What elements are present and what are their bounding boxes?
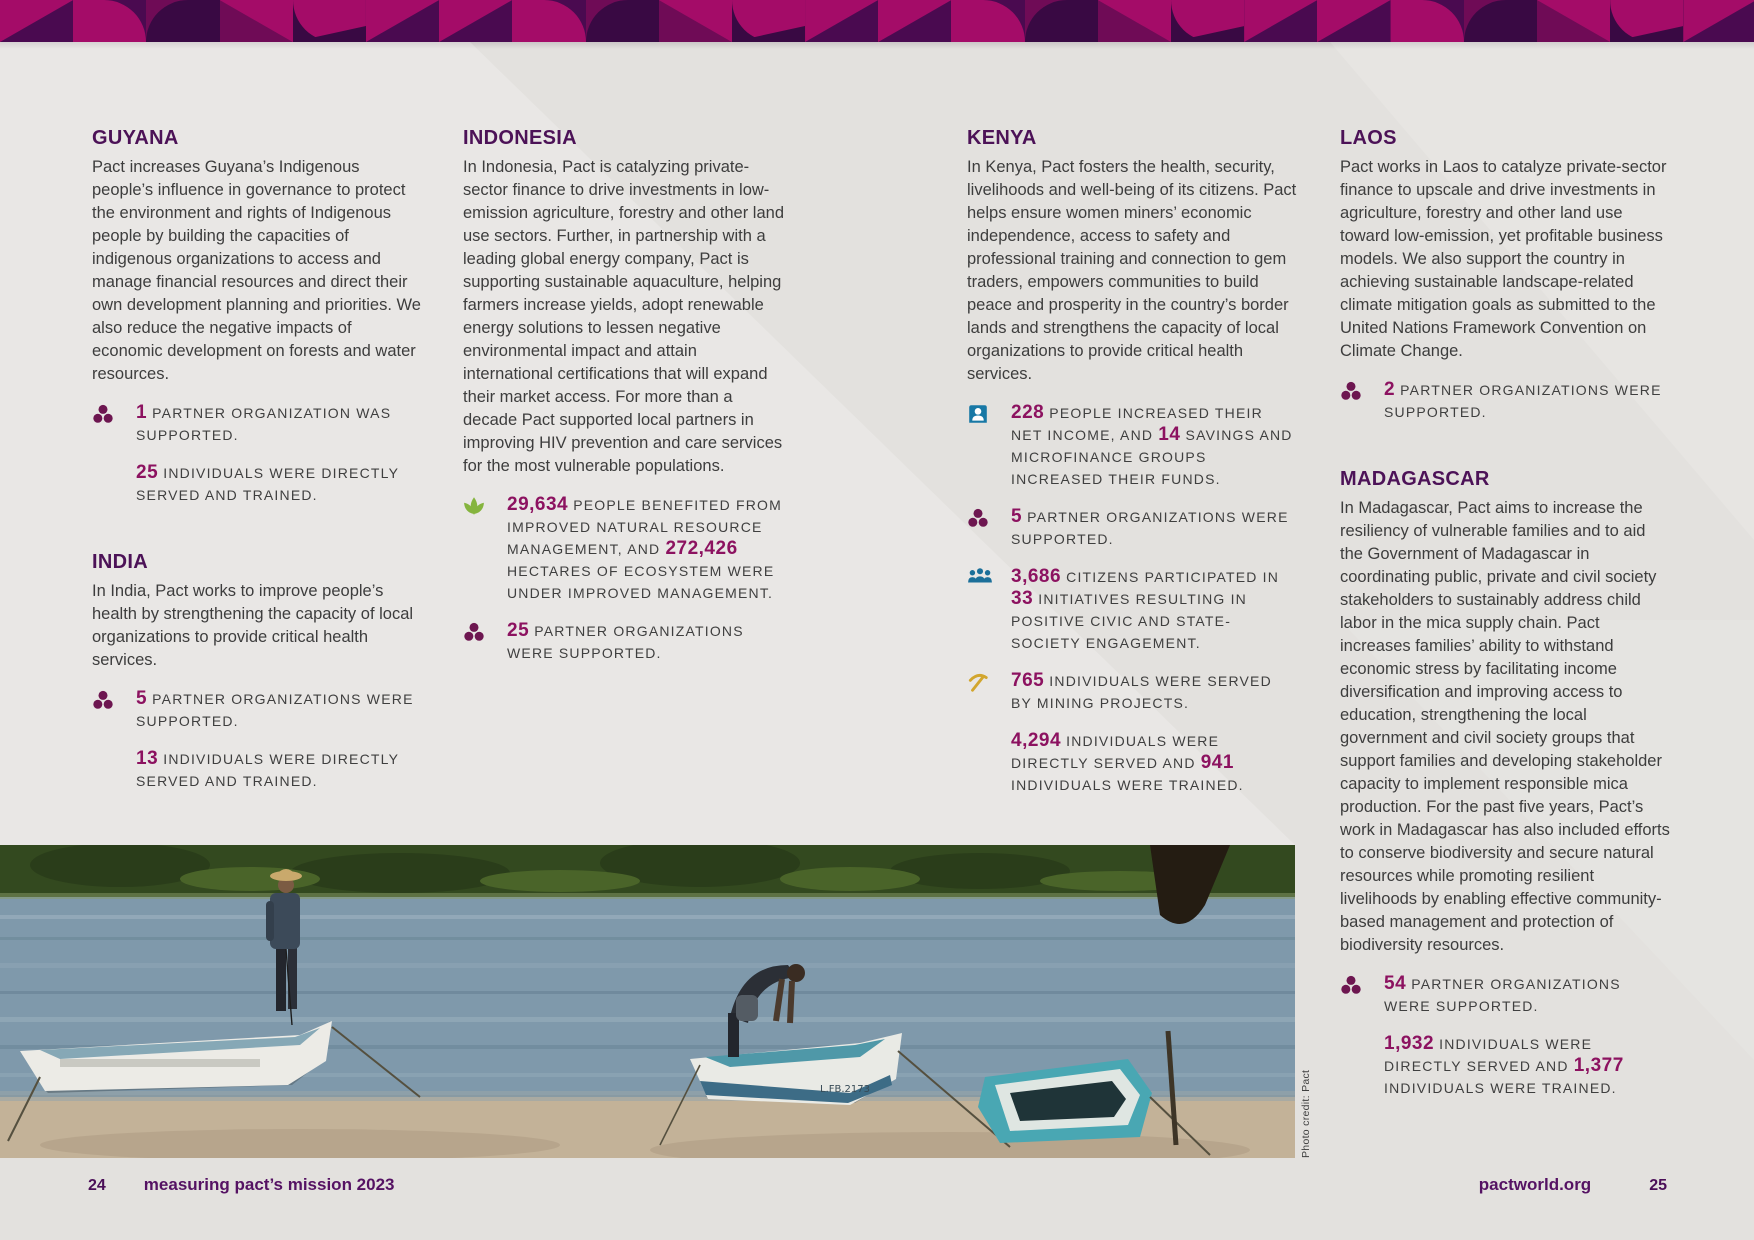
stat-phrase: INDIVIDUALS WERE TRAINED. — [1384, 1080, 1617, 1096]
stat-text — [1011, 566, 1297, 654]
stat-number: 25 — [507, 620, 530, 641]
column-guyana-india — [92, 126, 422, 792]
country-section — [92, 126, 422, 506]
country-description: Pact works in Laos to catalyze private-sector finance to upscale and drive investments in agriculture, forestry and other land use toward low-emission, yet profitable business models. We also support the country in achieving sustainable landscape-related climate mitigation goals as submitted to the United Nations Framework Convention on Climate Change. — [1340, 158, 1667, 360]
citizens-icon — [967, 566, 993, 654]
header-pattern-tile — [1464, 0, 1537, 42]
header-pattern-tile — [366, 0, 439, 42]
stat-number: 14 — [1158, 424, 1181, 445]
stat-number: 941 — [1200, 752, 1234, 773]
country-heading: KENYA — [967, 127, 1037, 149]
stat-number: 272,426 — [665, 538, 738, 559]
pickaxe-icon — [967, 670, 993, 714]
footer-website-link[interactable]: pactworld.org — [1478, 1175, 1592, 1194]
header-pattern-tile — [1610, 0, 1683, 42]
partners-icon — [1340, 973, 1366, 1017]
header-pattern-tile — [586, 0, 659, 42]
stat-number: 29,634 — [507, 494, 569, 515]
stat-icon-spacer — [1340, 1033, 1366, 1099]
stat-phrase: INDIVIDUALS WERE DIRECTLY SERVED AND TRAINED. — [136, 751, 399, 789]
stat-number: 5 — [1011, 506, 1023, 527]
footer-title: measuring pact’s mission 2023 — [143, 1175, 395, 1194]
header-pattern-tile — [0, 0, 73, 42]
stat-number: 1,932 — [1384, 1033, 1435, 1054]
stat-icon-spacer — [92, 462, 118, 506]
country-section — [463, 126, 785, 664]
boats-photo-image — [0, 845, 1295, 1158]
country-description: In Kenya, Pact fosters the health, security, livelihoods and well-being of its citizens. Pact helps ensure women miners’ economic independence, access to safety and professional training and connection to gem traders, empowers communities to build peace and prosperity in the country’s border lands and strengthens the capacity of local organizations to provide critical health services. — [967, 158, 1297, 383]
stat-text — [1011, 506, 1297, 550]
country-description: Pact increases Guyana’s Indigenous people’s influence in governance to protect the environment and rights of Indigenous people by building the capacities of indigenous organizations to access and manage financial resources and direct their own development planning and priorities. We also reduce the negative impacts of economic development on forests and water resources. — [92, 158, 421, 383]
stat-text — [1011, 402, 1297, 490]
country-heading: LAOS — [1340, 127, 1397, 149]
header-pattern-tile — [732, 0, 805, 42]
stat-item — [1340, 379, 1672, 423]
stat-number: 1 — [136, 402, 148, 423]
header-pattern-tile — [659, 0, 732, 42]
country-heading: MADAGASCAR — [1340, 468, 1490, 490]
stat-item — [967, 506, 1297, 550]
stat-item — [1340, 1033, 1672, 1099]
stat-phrase: PARTNER ORGANIZATIONS WERE SUPPORTED. — [136, 691, 414, 729]
header-pattern — [0, 0, 1754, 42]
stat-item — [92, 462, 422, 506]
stat-phrase: INDIVIDUALS WERE DIRECTLY SERVED AND — [1384, 1036, 1593, 1074]
header-pattern-tile — [220, 0, 293, 42]
country-heading: GUYANA — [92, 127, 179, 149]
country-section — [1340, 467, 1672, 1099]
stat-text — [1384, 973, 1672, 1017]
stat-phrase: PARTNER ORGANIZATIONS WERE SUPPORTED. — [1011, 509, 1289, 547]
country-description: In India, Pact works to improve people’s health by strengthening the capacity of local organizations to provide critical health services. — [92, 582, 414, 669]
header-pattern-tile — [1244, 0, 1317, 42]
stat-number: 1,377 — [1573, 1055, 1624, 1076]
stat-phrase: INDIVIDUALS WERE DIRECTLY SERVED AND TRAINED. — [136, 465, 399, 503]
stat-text — [1384, 1033, 1672, 1099]
country-heading: INDONESIA — [463, 127, 577, 149]
stat-text — [136, 402, 422, 446]
header-pattern-tile — [878, 0, 951, 42]
stat-text — [1384, 379, 1672, 423]
header-pattern-tile — [1098, 0, 1171, 42]
partners-icon — [92, 402, 118, 446]
column-indonesia — [463, 126, 785, 664]
stat-item — [967, 670, 1297, 714]
stat-phrase: PARTNER ORGANIZATIONS WERE SUPPORTED. — [1384, 976, 1621, 1014]
footer-right — [1479, 1175, 1667, 1195]
column-kenya — [967, 126, 1297, 796]
stat-phrase: INDIVIDUALS WERE TRAINED. — [1011, 777, 1244, 793]
stat-number: 2 — [1384, 379, 1396, 400]
header-pattern-tile — [951, 0, 1024, 42]
stat-phrase: PARTNER ORGANIZATIONS WERE SUPPORTED. — [1384, 382, 1662, 420]
stat-phrase: PEOPLE INCREASED THEIR NET INCOME, AND — [1011, 405, 1263, 443]
stat-number: 5 — [136, 688, 148, 709]
country-description: In Indonesia, Pact is catalyzing private-sector finance to drive investments in low-emission agriculture, forestry and other land use sectors. Further, in partnership with a leading global energy company, Pact is supporting sustainable aquaculture, helping farmers increase yields, adopt renewable energy solutions to lessen negative environmental impact and attain international certifications that will expand their market access. For more than a decade Pact supported local partners in improving HIV prevention and care services for the most vulnerable populations. — [463, 158, 784, 475]
partners-icon — [463, 620, 489, 664]
boats-photo — [0, 845, 1295, 1158]
stat-phrase: SAVINGS AND MICROFINANCE GROUPS INCREASED THEIR FUNDS. — [1011, 427, 1293, 487]
country-heading: INDIA — [92, 551, 148, 573]
stat-phrase: INDIVIDUALS WERE SERVED BY MINING PROJECTS. — [1011, 673, 1272, 711]
leaf-icon — [463, 494, 489, 604]
stat-text — [1011, 730, 1297, 796]
stat-phrase: PARTNER ORGANIZATIONS WERE SUPPORTED. — [507, 623, 744, 661]
header-pattern-tile — [1537, 0, 1610, 42]
country-section — [967, 126, 1297, 796]
header-pattern-tile — [1391, 0, 1464, 42]
stat-number: 228 — [1011, 402, 1045, 423]
svg-text:L.FB.2173: L.FB.2173 — [820, 1084, 870, 1095]
header-pattern-tile — [1683, 0, 1754, 42]
header-pattern-tile — [146, 0, 219, 42]
stat-phrase: PEOPLE BENEFITED FROM IMPROVED NATURAL RESOURCE MANAGEMENT, AND — [507, 497, 783, 557]
country-section — [1340, 126, 1672, 423]
stat-number: 25 — [136, 462, 159, 483]
stat-item — [967, 566, 1297, 654]
header-pattern-tile — [73, 0, 146, 42]
header-pattern-tile — [805, 0, 878, 42]
stat-number: 33 — [1011, 588, 1034, 609]
stat-item — [463, 620, 785, 664]
page-number-left: 24 — [88, 1177, 106, 1194]
stat-number: 4,294 — [1011, 730, 1062, 751]
column-laos-madagascar — [1340, 126, 1672, 1099]
stat-number: 765 — [1011, 670, 1045, 691]
stat-text — [1011, 670, 1297, 714]
stat-phrase: CITIZENS PARTICIPATED IN — [1061, 569, 1280, 585]
page-number-right: 25 — [1649, 1177, 1667, 1194]
stat-text — [507, 620, 785, 664]
header-shadow — [0, 42, 1754, 49]
stat-phrase: INDIVIDUALS WERE DIRECTLY SERVED AND — [1011, 733, 1220, 771]
stat-item — [967, 730, 1297, 796]
header-pattern-tile — [1025, 0, 1098, 42]
stat-phrase: HECTARES OF ECOSYSTEM WERE UNDER IMPROVED MANAGEMENT. — [507, 563, 775, 601]
partners-icon — [92, 688, 118, 732]
country-section — [92, 550, 422, 792]
livelihood-icon — [967, 402, 993, 490]
photo-credit: Photo credit: Pact — [1300, 1069, 1312, 1158]
stat-item — [967, 402, 1297, 490]
stat-text — [136, 688, 422, 732]
stat-text — [136, 748, 422, 792]
header-pattern-tile — [293, 0, 366, 42]
stat-text — [136, 462, 422, 506]
stat-item — [92, 688, 422, 732]
country-description: In Madagascar, Pact aims to increase the resiliency of vulnerable families and to aid the Government of Madagascar in coordinating public, private and civil society stakeholders to sustainably address child labor in the mica supply chain. Pact increases families’ ability to withstand economic stress by facilitating income diversification and improving access to education, strengthening the local government and civil society groups that support families and developing stakeholder capacity to implement responsible mica production. For the past five years, Pact’s work in Madagascar has also included efforts to conserve biodiversity and secure natural resources while promoting resilient livelihoods by enabling effective community-based management and protection of biodiversity resources. — [1340, 499, 1670, 954]
partners-icon — [1340, 379, 1366, 423]
stat-item — [463, 494, 785, 604]
footer-left — [88, 1175, 395, 1195]
stat-icon-spacer — [92, 748, 118, 792]
header-pattern-tile — [1317, 0, 1390, 42]
stat-number: 54 — [1384, 973, 1407, 994]
stat-item — [1340, 973, 1672, 1017]
partners-icon — [967, 506, 993, 550]
stat-number: 13 — [136, 748, 159, 769]
header-pattern-tile — [439, 0, 512, 42]
stat-number: 3,686 — [1011, 566, 1062, 587]
stat-icon-spacer — [967, 730, 993, 796]
stat-item — [92, 748, 422, 792]
stat-item — [92, 402, 422, 446]
header-pattern-tile — [1171, 0, 1244, 42]
stat-phrase: INITIATIVES RESULTING IN POSITIVE CIVIC AND STATE-SOCIETY ENGAGEMENT. — [1011, 591, 1247, 651]
stat-phrase: PARTNER ORGANIZATION WAS SUPPORTED. — [136, 405, 392, 443]
stat-text — [507, 494, 785, 604]
header-pattern-tile — [512, 0, 585, 42]
